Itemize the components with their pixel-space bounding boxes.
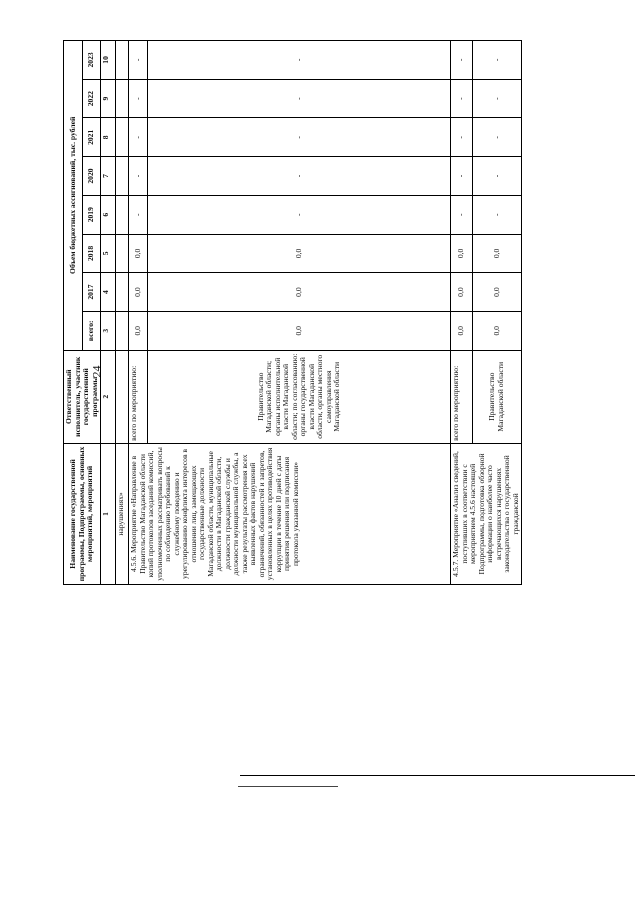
table-row-total <box>129 41 148 585</box>
cell-value: 0,0 <box>451 234 473 273</box>
cell-value: 0,0 <box>472 273 521 312</box>
column-number-row <box>101 41 116 585</box>
cell-value: - <box>129 79 148 118</box>
cell-value: - <box>129 118 148 157</box>
cell-value: - <box>148 41 451 80</box>
cell-value: - <box>472 41 521 80</box>
header-budget-group: Объем бюджетных ассигнований, тыс. рублей <box>64 41 83 351</box>
header-responsible: Ответственный исполнитель, участник государственной программы <box>64 350 101 443</box>
cell-value: 0,0 <box>472 234 521 273</box>
header-row-1 <box>64 41 83 585</box>
cell-value: - <box>472 118 521 157</box>
column-number: 2 <box>101 350 116 443</box>
header-year: 2018 <box>82 234 101 273</box>
column-number: 3 <box>101 311 116 350</box>
cell-value: - <box>451 157 473 196</box>
cell-value: - <box>129 195 148 234</box>
header-year: 2023 <box>82 41 101 80</box>
budget-table <box>63 40 522 585</box>
column-number: 7 <box>101 157 116 196</box>
cell-value: - <box>129 41 148 80</box>
cell-value: 0,0 <box>451 273 473 312</box>
cell-value: - <box>451 118 473 157</box>
column-number: 8 <box>101 118 116 157</box>
rotated-table-frame <box>63 40 531 585</box>
cell-value: 0,0 <box>451 311 473 350</box>
column-number: 6 <box>101 195 116 234</box>
cell-value: - <box>148 195 451 234</box>
cell-value: - <box>472 157 521 196</box>
table-row-total <box>451 41 473 585</box>
header-year: 2017 <box>82 273 101 312</box>
row-name: 4.5.6. Мероприятие «Направление в Правительство Магаданской области копий протоколов заседаний комиссий, уполномоченных рассматривать вопросы по соблюдению требований к служебному поведению и урегулированию конфликта интересов в отношении лиц, замещающих государственные должности Магаданской области, муниципальные должности в Магаданской области, должности гражданской службы и должности муниципальной службы, а также результаты рассмотрения всех выявленных фактов нарушений ограничений, обязанностей и запретов, установленных в целях противодействия коррупции в течение 10 дней с даты принятия решения или подписания протокола указанной комиссии» <box>129 443 451 584</box>
cell-value: 0,0 <box>472 311 521 350</box>
cell-value: - <box>148 118 451 157</box>
cell-value: - <box>451 41 473 80</box>
cell-value: 0,0 <box>148 311 451 350</box>
cell-value: 0,0 <box>129 273 148 312</box>
cell-value: - <box>148 79 451 118</box>
row-responsible: Правительство Магаданской области <box>472 350 521 443</box>
header-year: 2020 <box>82 157 101 196</box>
header-year: 2021 <box>82 118 101 157</box>
row-name: нарушениях» <box>116 443 129 584</box>
row-total-label: всего по мероприятию: <box>451 350 473 443</box>
column-number: 9 <box>101 79 116 118</box>
header-year: 2022 <box>82 79 101 118</box>
cell-value: 0,0 <box>148 234 451 273</box>
cell-value: - <box>129 157 148 196</box>
cell-value: - <box>451 195 473 234</box>
column-number: 1 <box>101 443 116 584</box>
cell-value: - <box>451 79 473 118</box>
cell-value: - <box>472 79 521 118</box>
row-name: 4.5.7. Мероприятие «Анализ сведений, поступивших в соответствии с мероприятием 4.5.6 настоящей Подпрограммы, подготовка обзорной информации о наиболее часто встречающихся нарушениях законодательства о государственной гражданской <box>451 443 522 584</box>
cell-value: 0,0 <box>148 273 451 312</box>
page-divider-line <box>240 775 635 776</box>
page-number: 24 <box>89 365 104 378</box>
budget-table-container <box>63 40 531 585</box>
cell-value: - <box>148 157 451 196</box>
column-number: 5 <box>101 234 116 273</box>
cell-value: - <box>472 195 521 234</box>
header-year: 2019 <box>82 195 101 234</box>
row-total-label: всего по мероприятию: <box>129 350 148 443</box>
page-divider-line-short <box>238 786 338 787</box>
cell-value: 0,0 <box>129 311 148 350</box>
header-name: Наименование государственной программы, Подпрограммы, основных мероприятий, мероприятий <box>64 443 101 584</box>
column-number: 4 <box>101 273 116 312</box>
column-number: 10 <box>101 41 116 80</box>
cell-value: 0,0 <box>129 234 148 273</box>
row-responsible <box>116 350 129 443</box>
row-responsible: Правительство Магаданской области; органы исполнительной власти Магаданской области; по согласованию: органы государственной власти Магаданской области, органы местного самоуправления Магаданской области <box>148 350 451 443</box>
header-year: всего: <box>82 311 101 350</box>
table-row-continuation <box>116 41 129 585</box>
